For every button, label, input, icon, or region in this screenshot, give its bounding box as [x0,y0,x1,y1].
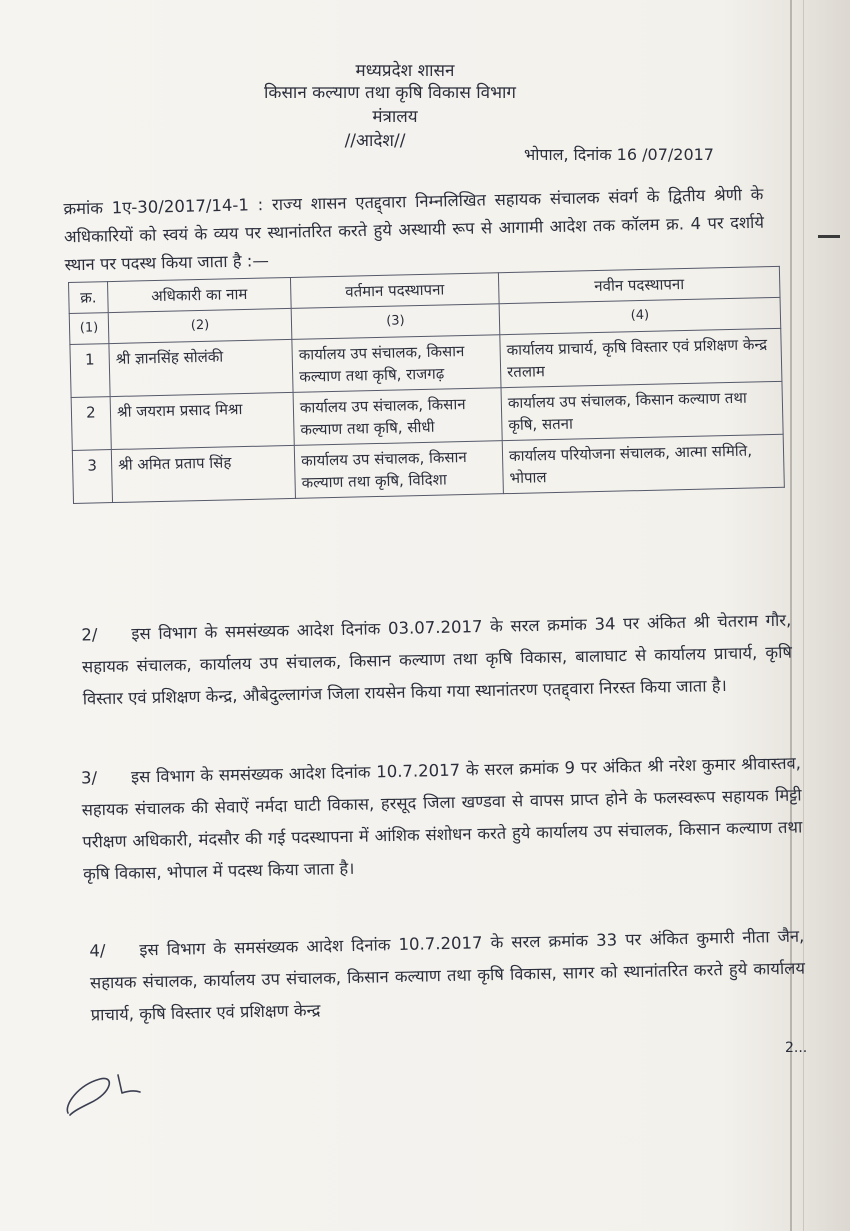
col-number: (3) [291,304,500,340]
paragraph-3 [81,747,804,890]
transfer-table [68,266,785,504]
row-current-posting: कार्यालय उप संचालक, किसान कल्याण तथा कृषि, विदिशा [294,441,503,499]
col-header-sn: क्र. [69,282,109,314]
paragraph-2 [81,605,793,716]
paragraph-text: इस विभाग के समसंख्यक आदेश दिनांक 10.7.2017 के सरल क्रमांक 33 पर अंकित कुमारी नीता जैन, सहायक संचालक, कार्यालय उप संचालक, किसान कल्याण तथा कृषि विकास, सागर को स्थानांतरित करते हुये कार्यालय प्राचार्य, कृषि विस्तार एवं प्रशिक्षण केन्द्र [89,926,806,1025]
paragraph-number: 2/ [81,625,98,645]
row-officer-name: श्री जयराम प्रसाद मिश्रा [110,392,294,449]
row-current-posting: कार्यालय उप संचालक, किसान कल्याण तथा कृषि, राजगढ़ [292,335,501,393]
row-sn: 2 [71,397,111,451]
paragraph-number: 3/ [80,768,98,788]
col-header-current: वर्तमान पदस्थापना [290,273,499,309]
row-new-posting: कार्यालय प्राचार्य, कृषि विस्तार एवं प्रशिक्षण केन्द्र रतलाम [500,328,782,387]
row-new-posting: कार्यालय उप संचालक, किसान कल्याण तथा कृषि, सतना [501,381,783,440]
order-date: भोपाल, दिनांक 16 /07/2017 [524,145,714,164]
row-new-posting: कार्यालय परियोजना संचालक, आत्मा समिति, भोपाल [502,434,784,493]
margin-mark [818,235,840,238]
header-state: मध्यप्रदेश शासन [355,61,455,81]
col-header-new: नवीन पदस्थापना [498,266,780,303]
col-number: (4) [499,297,781,334]
row-current-posting: कार्यालय उप संचालक, किसान कल्याण तथा कृषि, सीधी [293,388,502,446]
col-number: (1) [69,313,109,345]
row-sn: 3 [72,450,112,504]
paragraph-4 [89,921,806,1032]
paragraph-text: इस विभाग के समसंख्यक आदेश दिनांक 03.07.2017 के सरल क्रमांक 34 पर अंकित श्री चेतराम गौर, सहायक संचालक, कार्यालय उप संचालक, किसान कल्याण तथा कृषि विकास, बालाघाट से कार्यालय प्राचार्य, कृषि विस्तार एवं प्रशिक्षण केन्द्र, औबेदुल्लागंज जिला रायसेन किया गया स्थानांतरण एतद्द्वारा निरस्त किया जाता है। [81,610,793,709]
intro-paragraph: क्रमांक 1ए-30/2017/14-1 : राज्य शासन एतद्द्वारा निम्नलिखित सहायक संचालक संवर्ग के द्वितीय श्रेणी के अधिकारियों को स्वयं के व्यय पर स्थानांतरित करते हुये अस्थायी रूप से आगामी आदेश तक कॉलम क्र. 4 पर दर्शाये स्थान पर पदस्थ किया जाता है :— [63,184,765,275]
continued-page-marker: 2... [785,1040,808,1056]
header-order-title: //आदेश// [344,131,406,151]
signature-mark [60,1065,170,1125]
header-department: किसान कल्याण तथा कृषि विकास विभाग [263,83,516,103]
col-number: (2) [108,308,292,343]
paragraph-text: इस विभाग के समसंख्यक आदेश दिनांक 10.7.2017 के सरल क्रमांक 9 पर अंकित श्री नरेश कुमार श्रीवास्तव, सहायक संचालक की सेवाऐं नर्मदा घाटी विकास, हरसूद जिला खण्डवा से वापस प्राप्त होने के फलस्वरूप सहायक मिट्टी परीक्षण अधिकारी, मंदसौर की गई पदस्थापना में आंशिक संशोधन करते हुये कार्यालय उप संचालक, किसान कल्याण तथा कृषि विकास, भोपाल में पदस्थ किया जाता है। [81,753,803,884]
row-officer-name: श्री ज्ञानसिंह सोलंकी [109,339,293,396]
row-officer-name: श्री अमित प्रताप सिंह [111,445,295,502]
paragraph-number: 4/ [89,941,106,961]
header-ministry: मंत्रालय [372,107,418,127]
col-header-name: अधिकारी का नाम [108,277,292,312]
row-sn: 1 [70,344,110,398]
